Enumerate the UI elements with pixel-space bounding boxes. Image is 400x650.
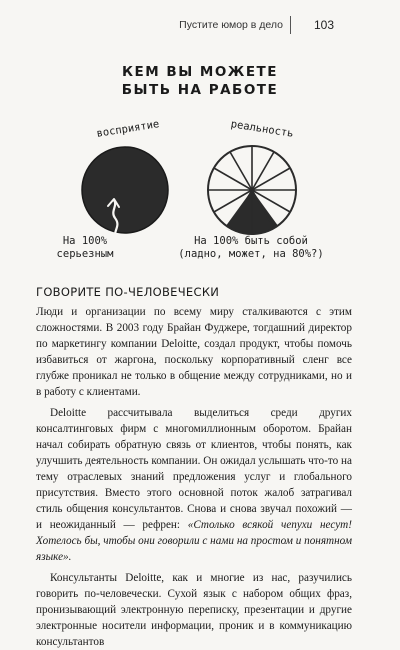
- body-text: [36, 285, 352, 650]
- running-title: Пустите юмор в дело: [179, 19, 283, 31]
- perception-caption-line-2: серьезным: [56, 248, 114, 260]
- reality-pie: [208, 146, 296, 234]
- reality-label: реальность: [229, 118, 295, 140]
- page-number: 103: [314, 18, 335, 32]
- perception-caption-line-1: На 100%: [62, 235, 108, 247]
- paragraph-1: Люди и организации по всему миру сталкиваются с этим сложностями. В 2003 году Брайан Фуджере, тогдашний директор по маркетингу компании Deloitte, создал продукт, чтобы помочь избавиться от жаргона, поскольку корпоративный сленг все глубже проникал не только в общение между сотрудниками, но и в работу с клиентами.: [36, 306, 352, 399]
- reality-caption-line-2: (ладно, может, на 80%?): [178, 248, 324, 260]
- reality-caption-line-1: На 100% быть собой: [194, 235, 308, 247]
- illustration-title-line-2: БЫТЬ НА РАБОТЕ: [121, 82, 279, 98]
- perception-label: восприятие: [95, 118, 161, 140]
- illustration: [0, 0, 400, 300]
- paragraph-2: [36, 405, 352, 566]
- paragraph-3: Консультанты Deloitte, как и многие из нас, разучились говорить по-человечески. Сухой язык с набором общих фраз, пронизывающий электронную переписку, презентации и другие электронные носители информации, проник и в коммуникацию консультантов: [36, 571, 352, 648]
- perception-circle: [82, 147, 168, 233]
- paragraph-2-quote: «Столько всякой чепухи несут! Хотелось бы, чтобы они говорили с нами на простом и понятном языке».: [36, 519, 352, 564]
- reality-caption: [176, 235, 326, 261]
- illustration-title-line-1: КЕМ ВЫ МОЖЕТЕ: [122, 64, 278, 80]
- paragraph-2-text: Deloitte рассчитывала выделиться среди других консалтинговых фирм с многомиллионным оборотом. Брайан начал собирать обратную связь от клиентов, чтобы понять, как улучшить деятельность компании. Он ожидал услышать что-то на тему отраслевых знаний предложения услуг и глобального присутствия. Вместо этого основной поток жалоб затрагивал стиль общения консультантов. Снова и снова звучал похожий — и неожиданный — рефрен:: [36, 406, 352, 532]
- section-heading: ГОВОРИТЕ ПО-ЧЕЛОВЕЧЕСКИ: [36, 285, 220, 299]
- perception-caption: [40, 235, 130, 261]
